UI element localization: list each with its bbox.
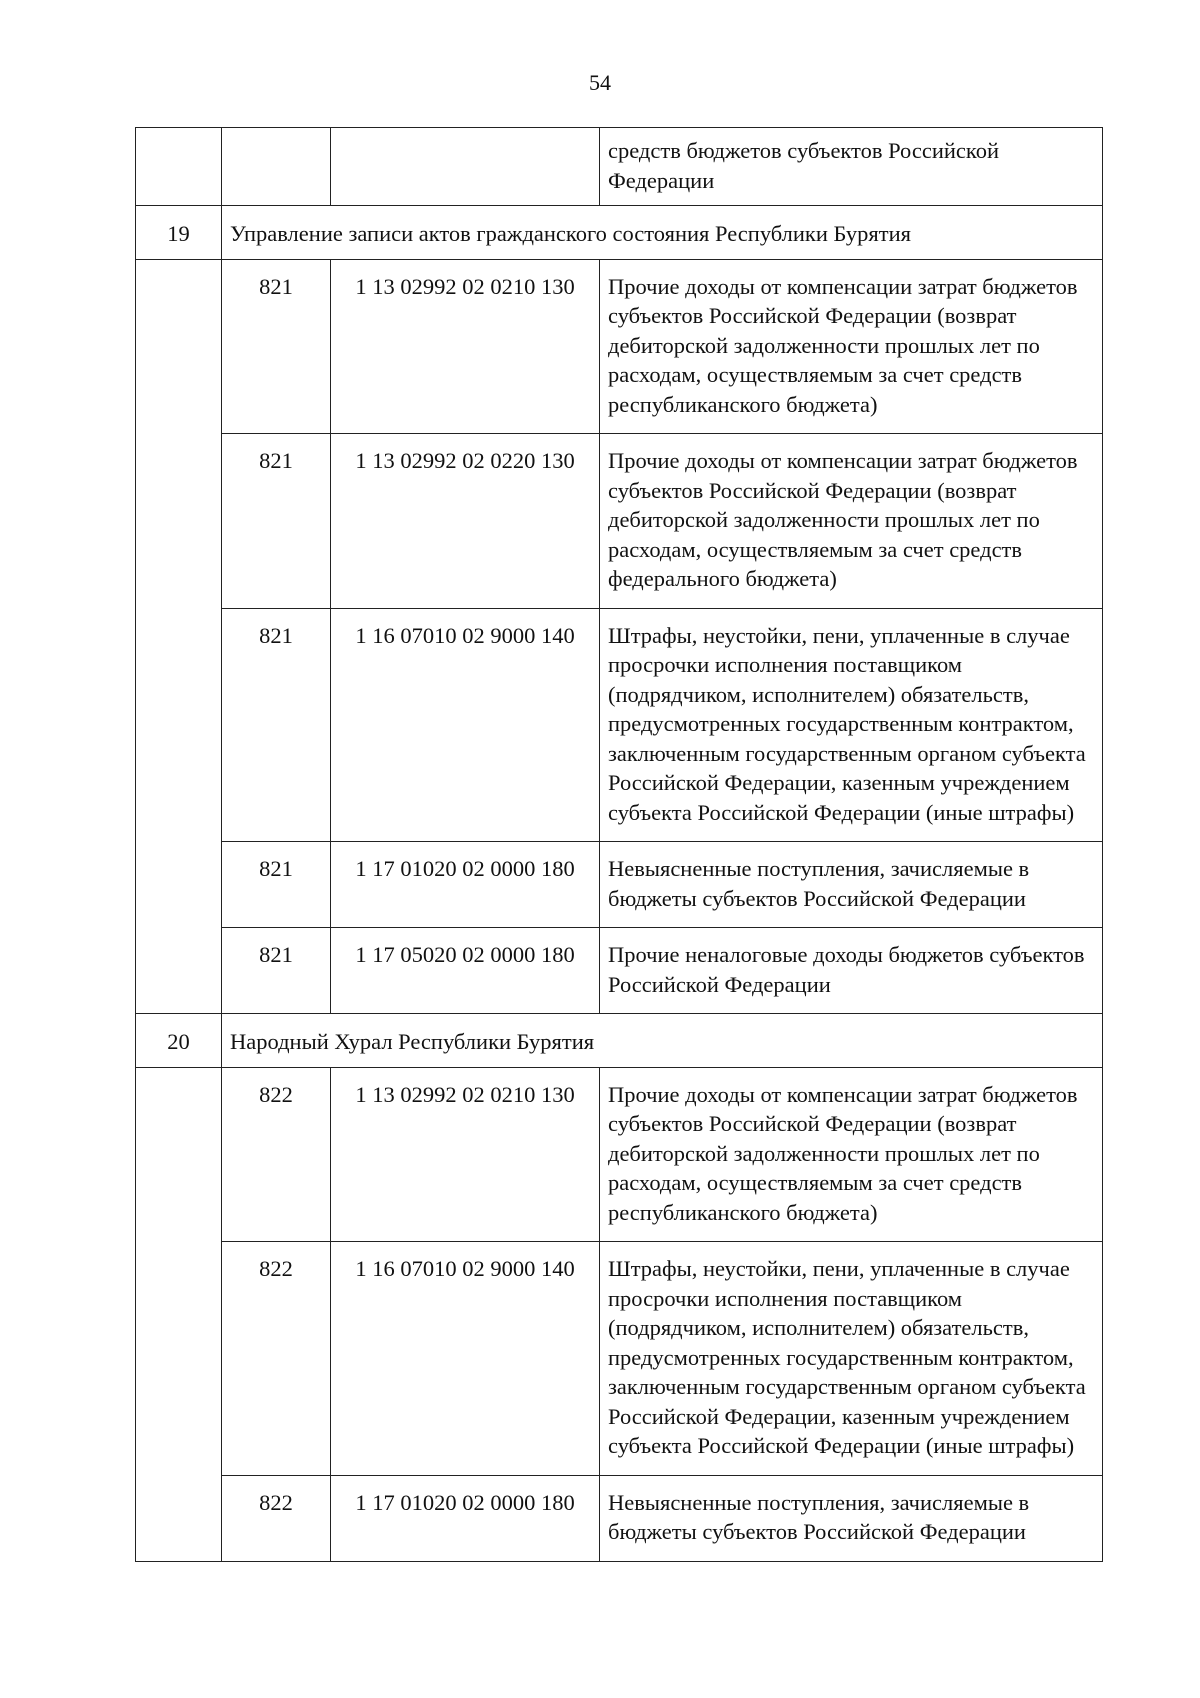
revenue-code: 1 17 01020 02 0000 180 [331, 842, 600, 928]
empty-cell [136, 1067, 222, 1561]
admin-code: 821 [222, 928, 331, 1014]
admin-code: 822 [222, 1242, 331, 1476]
table-row [136, 434, 1103, 609]
section-number: 19 [136, 206, 222, 260]
section-number: 20 [136, 1014, 222, 1068]
section-title: Народный Хурал Республики Бурятия [222, 1014, 1103, 1068]
table-row [136, 259, 1103, 434]
section-header-row [136, 206, 1103, 260]
empty-cell [136, 128, 222, 206]
page-number: 54 [589, 70, 611, 95]
revenue-description: Невыясненные поступления, зачисляемые в бюджеты субъектов Российской Федерации [600, 1475, 1103, 1561]
table-row [136, 1067, 1103, 1242]
revenue-description: Прочие доходы от компенсации затрат бюджетов субъектов Российской Федерации (возврат дебиторской задолженности прошлых лет по расходам, осуществляемым за счет средств республиканского бюджета) [600, 259, 1103, 434]
revenue-description: Прочие доходы от компенсации затрат бюджетов субъектов Российской Федерации (возврат дебиторской задолженности прошлых лет по расходам, осуществляемым за счет средств федерального бюджета) [600, 434, 1103, 609]
table-row [136, 608, 1103, 842]
empty-cell [136, 259, 222, 1014]
continuation-text: средств бюджетов субъектов Российской Федерации [600, 128, 1103, 206]
admin-code: 821 [222, 608, 331, 842]
revenue-description: Прочие неналоговые доходы бюджетов субъектов Российской Федерации [600, 928, 1103, 1014]
admin-code: 821 [222, 434, 331, 609]
empty-cell [331, 128, 600, 206]
table-row [136, 842, 1103, 928]
continuation-row [136, 128, 1103, 206]
revenue-description: Невыясненные поступления, зачисляемые в бюджеты субъектов Российской Федерации [600, 842, 1103, 928]
section-header-row [136, 1014, 1103, 1068]
revenue-code: 1 13 02992 02 0210 130 [331, 259, 600, 434]
revenue-codes-table [135, 127, 1103, 1562]
table-row [136, 928, 1103, 1014]
section-title: Управление записи актов гражданского состояния Республики Бурятия [222, 206, 1103, 260]
revenue-description: Прочие доходы от компенсации затрат бюджетов субъектов Российской Федерации (возврат дебиторской задолженности прошлых лет по расходам, осуществляемым за счет средств республиканского бюджета) [600, 1067, 1103, 1242]
admin-code: 822 [222, 1067, 331, 1242]
empty-cell [222, 128, 331, 206]
revenue-description: Штрафы, неустойки, пени, уплаченные в случае просрочки исполнения поставщиком (подрядчиком, исполнителем) обязательств, предусмотренных государственным контрактом, заключенным государственным органом субъекта Российской Федерации, казенным учреждением субъекта Российской Федерации (иные штрафы) [600, 608, 1103, 842]
admin-code: 821 [222, 842, 331, 928]
revenue-code: 1 17 01020 02 0000 180 [331, 1475, 600, 1561]
admin-code: 822 [222, 1475, 331, 1561]
table-row [136, 1475, 1103, 1561]
admin-code: 821 [222, 259, 331, 434]
revenue-description: Штрафы, неустойки, пени, уплаченные в случае просрочки исполнения поставщиком (подрядчиком, исполнителем) обязательств, предусмотренных государственным контрактом, заключенным государственным органом субъекта Российской Федерации, казенным учреждением субъекта Российской Федерации (иные штрафы) [600, 1242, 1103, 1476]
table-row [136, 1242, 1103, 1476]
revenue-code: 1 17 05020 02 0000 180 [331, 928, 600, 1014]
revenue-code: 1 13 02992 02 0210 130 [331, 1067, 600, 1242]
revenue-code: 1 13 02992 02 0220 130 [331, 434, 600, 609]
revenue-code: 1 16 07010 02 9000 140 [331, 1242, 600, 1476]
revenue-code: 1 16 07010 02 9000 140 [331, 608, 600, 842]
